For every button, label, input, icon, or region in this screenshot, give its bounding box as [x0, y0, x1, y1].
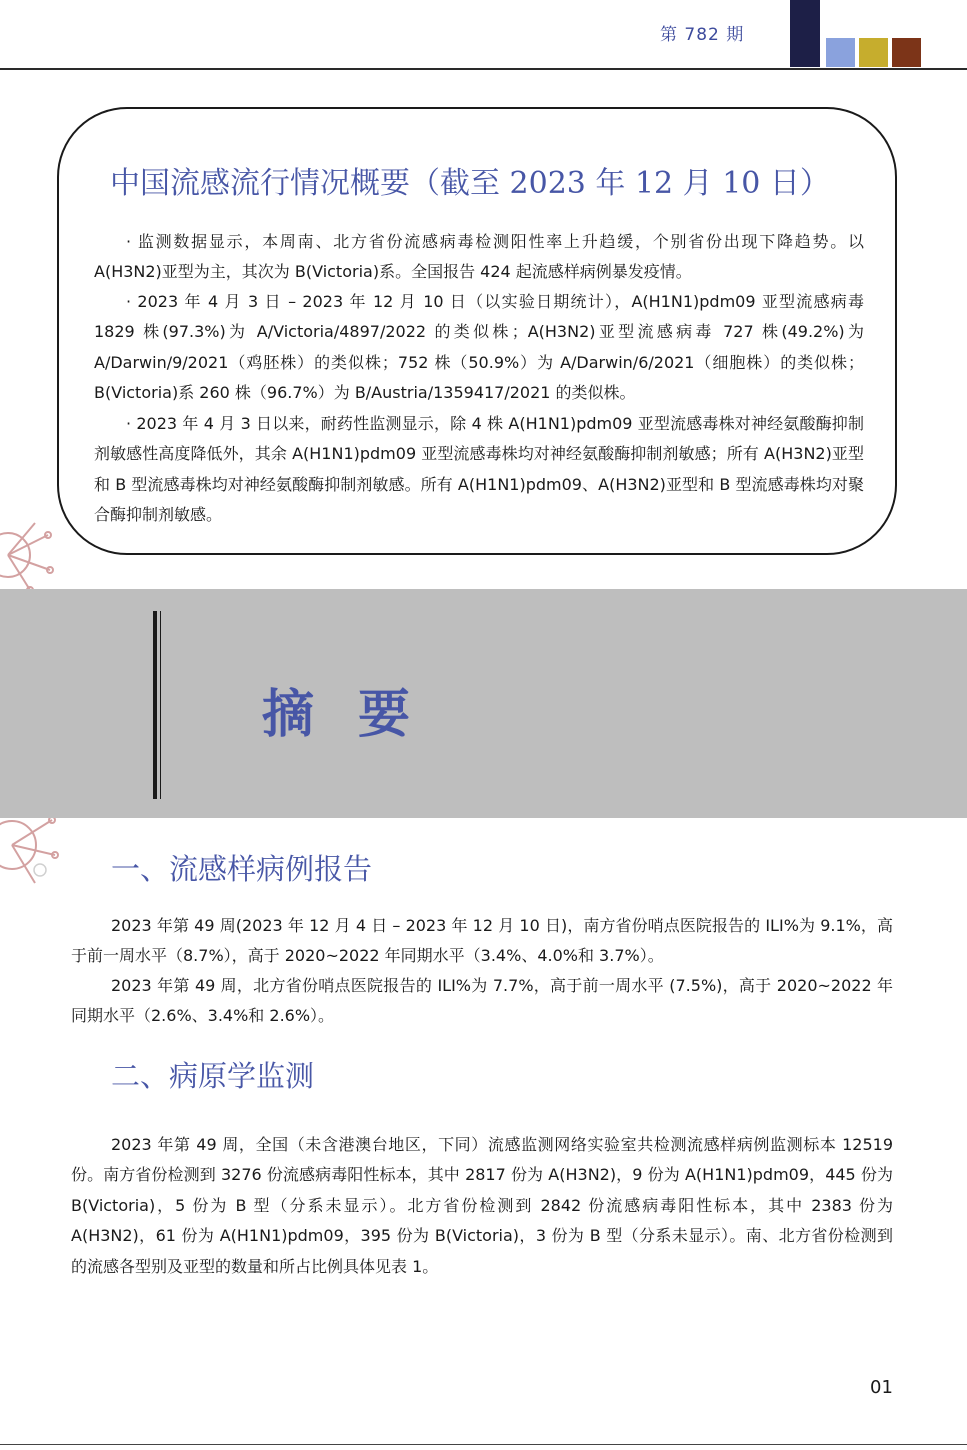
section1-paragraph-1: 2023 年第 49 周(2023 年 12 月 4 日 – 2023 年 12 月 10 日)，南方省份哨点医院报告的 ILI%为 9.1%，高于前一周水平（8.7%），高于 2020~2022 年同期水平（3.4%、4.0%和 3.7%）。 — [71, 916, 893, 966]
issue-number: 第 782 期 — [660, 25, 745, 45]
banner-vertical-bar — [153, 611, 157, 799]
section-heading-ili-report: 一、流感样病例报告 — [111, 852, 373, 886]
summary-paragraph-1: · 监测数据显示，本周南、北方省份流感病毒检测阳性率上升趋缓，个别省份出现下降趋势。以 A(H3N2)亚型为主，其次为 B(Victoria)系。全国报告 424 起流感样病例暴发疫情。 — [94, 232, 864, 282]
summary-paragraph-2: · 2023 年 4 月 3 日 – 2023 年 12 月 10 日（以实验日期统计），A(H1N1)pdm09 亚型流感病毒 1829 株(97.3%)为 A/Victoria/4897/2022 的类似株；A(H3N2)亚型流感病毒 727 株(49.2%)为 A/Darwin/9/2021（鸡胚株）的类似株；752 株（50.9%）为 A/Darwin/6/2021（细胞株）的类似株；B(Victoria)系 260 株（96.7%）为 B/Austria/1359417/2021 的类似株。 — [94, 292, 864, 403]
banner-vertical-line — [160, 611, 161, 799]
abstract-heading: 摘要 — [262, 684, 455, 745]
header-divider — [0, 68, 967, 70]
section2-paragraph-1: 2023 年第 49 周，全国（未含港澳台地区，下同）流感监测网络实验室共检测流感样病例监测标本 12519 份。南方省份检测到 3276 份流感病毒阳性标本，其中 2817 份为 A(H3N2)，9 份为 A(H1N1)pdm09，445 份为 B(Victoria)，5 份为 B 型（分系未显示）。北方省份检测到 2842 份流感病毒阳性标本，其中 2383 份为 A(H3N2)，61 份为 A(H1N1)pdm09，395 份为 B(Victoria)，3 份为 B 型（分系未显示）。南、北方省份检测到的流感各型别及亚型的数量和所占比例具体见表 1。 — [71, 1135, 893, 1276]
summary-paragraph-3: · 2023 年 4 月 3 日以来，耐药性监测显示，除 4 株 A(H1N1)pdm09 亚型流感毒株对神经氨酸酶抑制剂敏感性高度降低外，其余 A(H1N1)pdm09 亚型流感毒株均对神经氨酸酶抑制剂敏感；所有 A(H3N2)亚型和 B 型流感毒株均对神经氨酸酶抑制剂敏感。所有 A(H1N1)pdm09、A(H3N2)亚型和 B 型流感毒株均对聚合酶抑制剂敏感。 — [94, 414, 864, 525]
header-color-block-gold — [859, 38, 888, 67]
footer-divider — [0, 1444, 967, 1445]
page-number: 01 — [870, 1377, 893, 1398]
header-color-block-blue — [826, 38, 855, 67]
header-color-block-navy — [790, 0, 820, 67]
section-heading-pathogen-surveillance: 二、病原学监测 — [111, 1059, 315, 1093]
abstract-banner — [0, 589, 967, 818]
section1-paragraph-2: 2023 年第 49 周，北方省份哨点医院报告的 ILI%为 7.7%，高于前一周水平 (7.5%)，高于 2020~2022 年同期水平（2.6%、3.4%和 2.6%）。 — [71, 976, 893, 1026]
summary-title: 中国流感流行情况概要（截至 2023 年 12 月 10 日） — [110, 166, 830, 201]
header-color-block-brown — [892, 38, 921, 67]
